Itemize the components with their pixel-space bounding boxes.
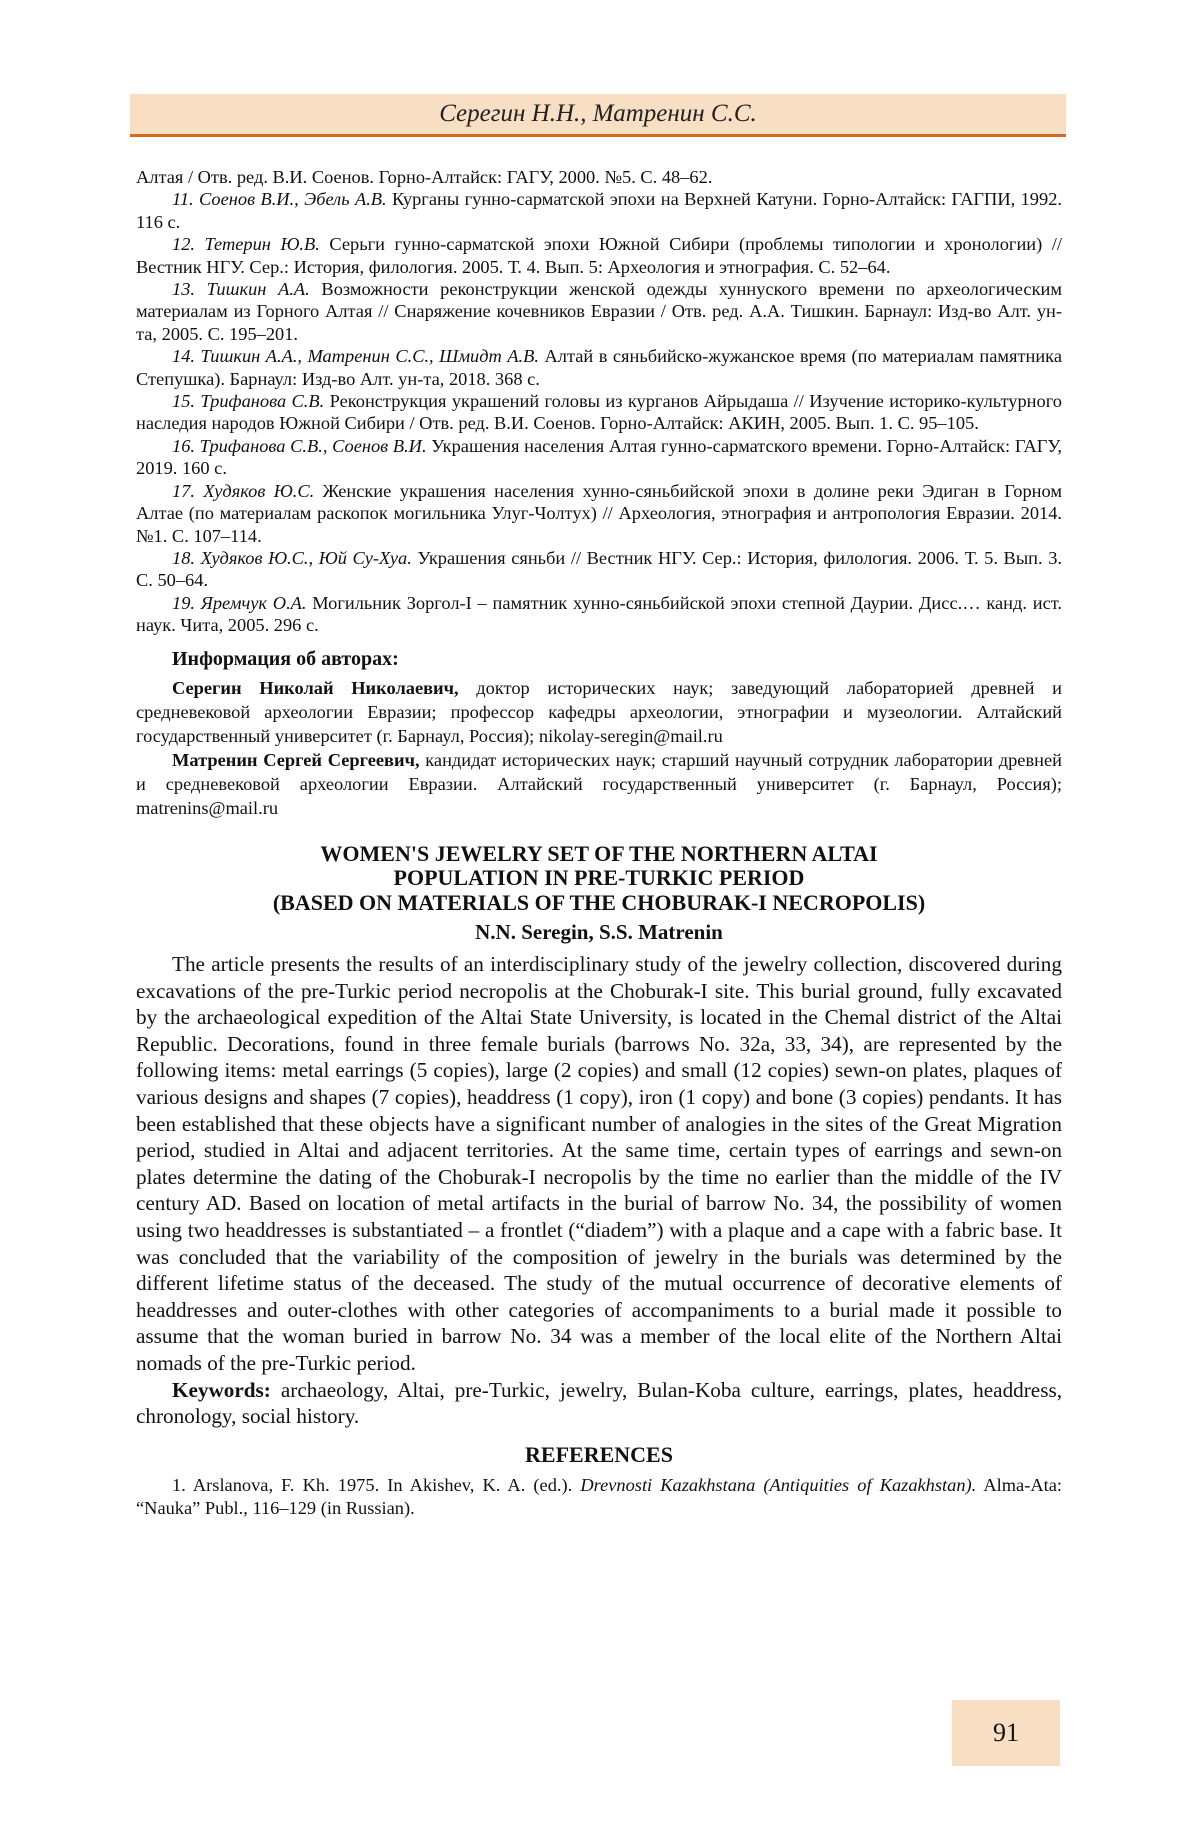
page-number: 91 [993,1718,1019,1747]
abstract [136,951,1062,1430]
english-title [136,842,1062,916]
reference-author: 11. Соенов В.И., Эбель А.В. [172,189,387,209]
reference-text: 1. Arslanova, F. Kh. 1975. In Akishev, K. A. (ed.). [172,1475,580,1495]
reference-author: 17. Худяков Ю.С. [172,481,314,501]
reference-item [136,278,1062,345]
reference-item [136,547,1062,592]
reference-item [136,480,1062,547]
reference-text: Возможности реконструкции женской одежды хуннуского времени по археологическим материалам из Горного Алтая // Снаряжение кочевников Евразии / Отв. ред. А.А. Тишкин. Барнаул: Изд-во Алт. ун-та, 2005. С. 195–201. [136,279,1062,344]
keywords-label: Keywords: [172,1378,271,1402]
reference-author: 12. Тетерин Ю.В. [172,234,320,254]
reference-title: Drevnosti Kazakhstana (Antiquities of Kazakhstan). [580,1475,976,1495]
author-entry [136,676,1062,748]
reference-item [136,1474,1062,1520]
english-title-line: (BASED ON MATERIALS OF THE CHOBURAK-I NECROPOLIS) [136,891,1062,916]
english-references [136,1474,1062,1520]
reference-text: Серьги гунно-сарматской эпохи Южной Сибири (проблемы типологии и хронологии) // Вестник НГУ. Сер.: История, филология. 2005. Т. 4. Вып. 5: Археология и этнография. С. 52–64. [136,234,1062,276]
authors-info-heading: Информация об авторах: [172,646,1062,672]
author-name: Серегин Николай Николаевич, [172,678,459,698]
page-number-box [952,1700,1060,1766]
references-heading: REFERENCES [136,1442,1062,1468]
keywords-text: archaeology, Altai, pre-Turkic, jewelry, Bulan-Koba culture, earrings, plates, headdress, chronology, social history. [136,1378,1062,1429]
page-content [136,166,1062,1520]
reference-author: 15. Трифанова С.В. [172,391,324,411]
reference-author: 19. Яремчук О.А. [172,593,307,613]
reference-text: Украшения сяньби // Вестник НГУ. Сер.: История, филология. 2006. Т. 5. Вып. 3. С. 50–64. [136,548,1062,590]
english-title-line: POPULATION IN PRE-TURKIC PERIOD [136,866,1062,891]
english-title-line: WOMEN'S JEWELRY SET OF THE NORTHERN ALTAI [136,842,1062,867]
reference-text: Алтая / Отв. ред. В.И. Соенов. Горно-Алтайск: ГАГУ, 2000. №5. С. 48–62. [136,167,712,187]
running-header [130,94,1066,137]
reference-item [136,166,1062,188]
author-name: Матренин Сергей Сергеевич, [172,750,420,770]
abstract-text: The article presents the results of an interdisciplinary study of the jewelry collection, discovered during excavations of the pre-Turkic period necropolis at the Choburak-I site. This burial ground, fully excavated by the archaeological expedition of the Altai State University, is located in the Chemal district of the Altai Republic. Decorations, found in three female burials (barrows No. 32a, 33, 34), are represented by the following items: metal earrings (5 copies), large (2 copies) and small (12 copies) sewn-on plates, plaques of various designs and shapes (7 copies), headdress (1 copy), iron (1 copy) and bone (3 copies) pendants. It has been established that these objects have a significant number of analogies in the sites of the Great Migration period, studied in Altai and adjacent territories. At the same time, certain types of earrings and sewn-on plates determine the dating of the Choburak-I necropolis by the time no earlier than the middle of the IV century AD. Based on location of metal artifacts in the burial of barrow No. 34, the possibility of women using two headdresses is substantiated – a frontlet (“diadem”) with a plaque and a cape with a fabric base. It was concluded that the variability of the composition of jewelry in the burials was determined by the different lifetime status of the deceased. The study of the mutual occurrence of decorative elements of headdresses and outer-clothes with other categories of accompaniments to a burial made it possible to assume that the woman buried in barrow No. 34 was a member of the local elite of the Northern Altai nomads of the pre-Turkic period. [136,951,1062,1377]
reference-text: Украшения населения Алтая гунно-сарматского времени. Горно-Алтайск: ГАГУ, 2019. 160 с. [136,436,1062,478]
reference-text: Реконструкция украшений головы из курганов Айрыдаша // Изучение историко-культурного наследия народов Южной Сибири / Отв. ред. В.И. Соенов. Горно-Алтайск: АКИН, 2005. Вып. 1. С. 95–105. [136,391,1062,433]
reference-author: 13. Тишкин А.А. [172,279,310,299]
author-details: кандидат исторических наук; старший научный сотрудник лаборатории древней и средневековой археологии Евразии. Алтайский государственный университет (г. Барнаул, Россия); matrenins@mail.ru [136,750,1062,818]
reference-text: Женские украшения населения хунно-сяньбийской эпохи в долине реки Эдиган в Горном Алтае (по материалам раскопок могильника Улуг-Чолтух) // Археология, этнография и антропология Евразии. 2014. №1. С. 107–114. [136,481,1062,546]
reference-text: Alma-Ata: “Nauka” Publ., 116–129 (in Russian). [136,1475,1062,1518]
page [0,0,1200,1844]
reference-item [136,188,1062,233]
keywords [136,1377,1062,1430]
reference-author: 14. Тишкин А.А., Матренин С.С., Шмидт А.В. [172,346,539,366]
reference-item [136,592,1062,637]
author-details: доктор исторических наук; заведующий лабораторией древней и средневековой археологии Евразии; профессор кафедры археологии, этнографии и музеологии. Алтайский государственный университет (г. Барнаул, Россия); nikolay-seregin@mail.ru [136,678,1062,746]
reference-author: 16. Трифанова С.В., Соенов В.И. [172,436,427,456]
author-entry [136,748,1062,820]
reference-text: Алтай в сяньбийско-жужанское время (по материалам памятника Степушка). Барнаул: Изд-во Алт. ун-та, 2018. 368 с. [136,346,1062,388]
russian-references [136,166,1062,637]
reference-text: Курганы гунно-сарматской эпохи на Верхней Катуни. Горно-Алтайск: ГАГПИ, 1992. 116 с. [136,189,1062,231]
reference-item [136,345,1062,390]
english-authors: N.N. Seregin, S.S. Matrenin [136,919,1062,945]
running-title: Серегин Н.Н., Матренин С.С. [439,100,757,127]
reference-item [136,390,1062,435]
reference-text: Могильник Зоргол-I – памятник хунно-сяньбийской эпохи степной Даурии. Дисс.… канд. ист. наук. Чита, 2005. 296 с. [136,593,1062,635]
reference-author: 18. Худяков Ю.С., Юй Су-Хуа. [172,548,412,568]
reference-item [136,233,1062,278]
reference-item [136,435,1062,480]
authors-info [136,676,1062,820]
